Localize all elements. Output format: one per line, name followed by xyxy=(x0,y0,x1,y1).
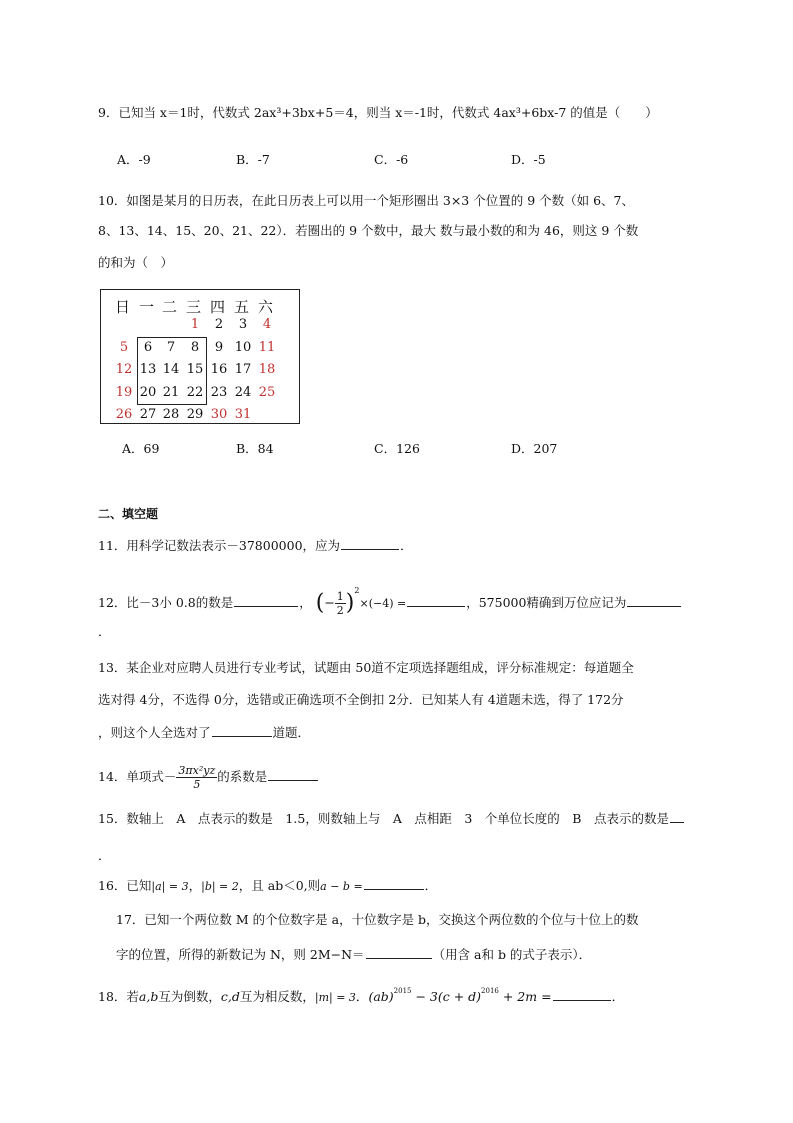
q18 xyxy=(98,982,624,1007)
calendar-day: 31 xyxy=(234,407,252,422)
q11-blank[interactable] xyxy=(341,536,399,550)
calendar-header: 二 xyxy=(162,298,178,316)
q10-option-d: D．207 xyxy=(511,441,558,456)
q9-option-b: B．-7 xyxy=(236,152,270,167)
calendar-day: 16 xyxy=(210,362,228,377)
q13-line3-end: 道题． xyxy=(272,725,311,740)
q18-exp2: 2016 xyxy=(481,987,499,995)
calendar-day: 19 xyxy=(115,385,133,400)
q16-abs-b: |b| = 2 xyxy=(201,880,239,893)
q16 xyxy=(98,876,437,896)
q16-blank[interactable] xyxy=(364,876,424,890)
calendar-day: 2 xyxy=(214,317,224,332)
q18-abs-m: |m| = 3 xyxy=(314,991,356,1004)
q9-option-d: D．-5 xyxy=(511,152,546,167)
calendar-day: 18 xyxy=(258,362,276,377)
calendar-header: 四 xyxy=(210,298,226,316)
calendar-day: 13 xyxy=(139,362,157,377)
q18-end: ． xyxy=(611,989,625,1004)
calendar-day: 22 xyxy=(186,385,204,400)
q9-option-c: C．-6 xyxy=(374,152,409,167)
q12-blank-1[interactable] xyxy=(234,593,298,607)
q12-end: ． xyxy=(98,624,111,639)
calendar-header: 五 xyxy=(234,298,250,316)
q10-option-b: B．84 xyxy=(236,441,274,456)
calendar-header: 三 xyxy=(186,298,202,316)
calendar-day: 7 xyxy=(166,340,176,355)
q12 xyxy=(98,574,682,621)
q18-exp1: 2015 xyxy=(393,987,412,995)
q12-minus: − xyxy=(324,595,335,610)
q17-blank[interactable] xyxy=(366,945,432,959)
q10-line2: 8、13、14、15、20、21、22）．若圈出的 9 个数中，最大 数与最小数的和为 46，则这 9 个数 xyxy=(98,223,639,238)
calendar-day: 25 xyxy=(258,385,276,400)
q18-part2: 互为倒数， xyxy=(158,989,221,1004)
q13-line1: 13．某企业对应聘人员进行专业考试，试题由 50道不定项选择题组成，评分标准规定：每道题全 xyxy=(98,660,634,675)
calendar-day: 28 xyxy=(162,407,180,422)
q12-part3: ×(−4) = xyxy=(359,597,407,610)
q18-part3: 互为相反数， xyxy=(239,989,315,1004)
q18-part4: ． xyxy=(355,989,369,1004)
q14-prefix: 14．单项式－ xyxy=(98,769,177,784)
q12-part4: ，575000精确到万位应记为 xyxy=(466,595,627,610)
q17-line1: 17．已知一个两位数 M 的个位数字是 a，十位数字是 b，交换这个两位数的个位与十位上的数 xyxy=(116,912,639,927)
q14 xyxy=(98,760,319,794)
calendar-day: 30 xyxy=(210,407,228,422)
q14-fraction: $\frac{\text{3πx²yz}}{5}$ xyxy=(178,764,216,791)
q9-option-a: A．-9 xyxy=(117,152,151,167)
q16-part3: ，且 ab＜0,则 xyxy=(238,878,321,893)
calendar-header: 六 xyxy=(258,298,274,316)
q13-blank[interactable] xyxy=(212,723,272,737)
q11-end: ． xyxy=(400,538,413,553)
calendar-day: 12 xyxy=(115,362,133,377)
q18-expr1: (ab) xyxy=(368,989,394,1004)
q12-part1: 12．比－3小 0.8的数是 xyxy=(98,595,234,610)
calendar-header: 日 xyxy=(115,298,131,316)
q15-text: 15．数轴上 A 点表示的数是 1.5，则数轴上与 A 点相距 3 个单位长度的 B 点表示的数是 xyxy=(98,811,669,826)
q13-line2: 选对得 4分，不选得 0分，选错或正确选项不全倒扣 2分．已知某人有 4道题未选，得了 172分 xyxy=(98,692,624,707)
q15-end: ． xyxy=(98,848,111,863)
q18-cd: c,d xyxy=(220,989,240,1004)
calendar-day: 17 xyxy=(234,362,252,377)
q18-expr2: − 3(c + d) xyxy=(411,989,482,1004)
q12-part2: ， xyxy=(299,595,312,610)
q17-line2-start: 字的位置，所得的新数记为 N，则 2M−N＝ xyxy=(116,947,365,962)
q18-blank[interactable] xyxy=(553,987,611,1001)
calendar-day: 15 xyxy=(186,362,204,377)
calendar-day: 24 xyxy=(234,385,252,400)
q9-text: 9．已知当 x＝1时，代数式 2ax³+3bx+5＝4，则当 x＝-1时，代数式 4ax³+6bx-7 的值是（ ） xyxy=(98,105,658,120)
q17-line2-end: （用含 a和 b 的式子表示）． xyxy=(432,947,592,962)
q14-blank[interactable] xyxy=(268,767,318,781)
calendar-day: 10 xyxy=(234,340,252,355)
calendar-day: 23 xyxy=(210,385,228,400)
q10-option-c: C．126 xyxy=(374,441,420,456)
q12-blank-2[interactable] xyxy=(407,593,465,607)
q15 xyxy=(98,809,685,828)
calendar-table xyxy=(100,289,300,424)
q16-abs-a: |a| = 3 xyxy=(151,880,189,893)
q17-line2 xyxy=(116,945,591,964)
calendar-day: 20 xyxy=(139,385,157,400)
q18-ab: a,b xyxy=(138,989,159,1004)
calendar-day: 3 xyxy=(238,317,248,332)
q13-line3-start: ，则这个人全选对了 xyxy=(98,725,211,740)
q10-line1: 10．如图是某月的日历表，在此日历表上可以用一个矩形圈出 3×3 个位置的 9 个数（如 6、7、 xyxy=(98,193,635,208)
q11-text: 11．用科学记数法表示－37800000，应为 xyxy=(98,538,341,553)
q12-paren-open: ( xyxy=(315,590,325,616)
calendar-day: 9 xyxy=(214,340,224,355)
q10-option-a: A．69 xyxy=(122,441,160,456)
q18-expr3: + 2m = xyxy=(498,989,552,1004)
q10-line3: 的和为（ ） xyxy=(98,255,174,270)
q15-blank[interactable] xyxy=(670,809,684,823)
calendar-day: 21 xyxy=(162,385,180,400)
section-title: 二、填空题 xyxy=(98,507,159,521)
calendar-day: 29 xyxy=(186,407,204,422)
q12-blank-3[interactable] xyxy=(627,593,681,607)
q12-paren-close: ) xyxy=(345,590,355,616)
q16-part1: 16．已知 xyxy=(98,878,152,893)
calendar-day: 6 xyxy=(143,340,153,355)
calendar-header: 一 xyxy=(139,298,155,316)
q16-expr: a − b = xyxy=(320,880,363,893)
q16-end: ． xyxy=(424,878,438,893)
calendar-day: 26 xyxy=(115,407,133,422)
calendar-day: 27 xyxy=(139,407,157,422)
q18-part1: 18．若 xyxy=(98,989,139,1004)
calendar-day: 14 xyxy=(162,362,180,377)
q16-part2: ， xyxy=(188,878,202,893)
calendar-day: 1 xyxy=(190,317,200,332)
calendar-day: 11 xyxy=(258,340,276,355)
q12-exponent: 2 xyxy=(354,586,360,595)
q12-fraction: $\frac{1}{2}$ xyxy=(336,590,344,617)
calendar-day: 4 xyxy=(262,317,272,332)
calendar-day: 5 xyxy=(119,340,129,355)
q11 xyxy=(98,536,413,555)
q13-line3 xyxy=(98,723,310,742)
q14-suffix: 的系数是 xyxy=(217,769,268,784)
calendar-day: 8 xyxy=(190,340,200,355)
